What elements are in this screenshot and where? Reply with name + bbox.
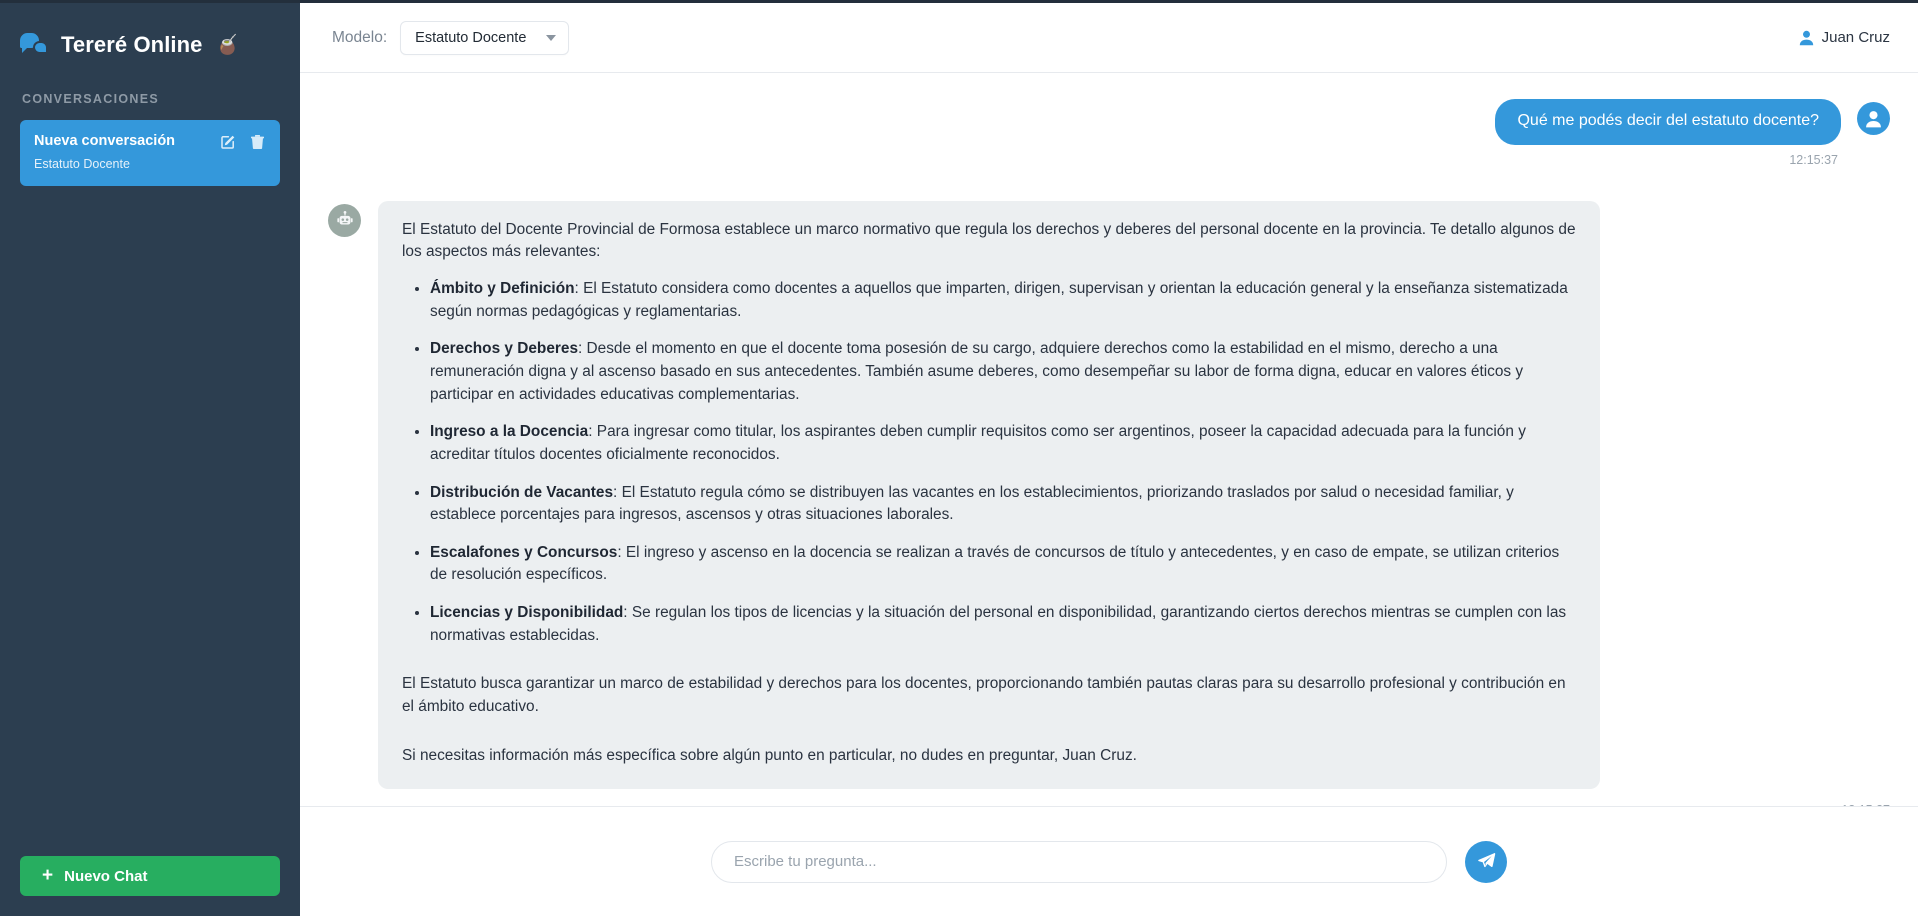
topbar: [300, 3, 1918, 73]
user-message-timestamp: 12:15:37: [1789, 152, 1838, 167]
send-plane-icon: [1477, 851, 1496, 873]
chevron-down-icon: [546, 35, 556, 41]
conversation-list: [0, 106, 300, 186]
send-button[interactable]: [1465, 841, 1507, 883]
bot-message-bubble: [378, 201, 1600, 790]
user-name: Juan Cruz: [1821, 29, 1890, 46]
bullet-text: : Se regulan los tipos de licencias y la situación del personal en disponibilidad, garantizando ciertos derechos mientras se cumplen con las normativas establecidas.: [430, 604, 1567, 644]
bullet-title: Ámbito y Definición: [430, 280, 575, 298]
app-title: Tereré Online: [61, 32, 203, 57]
user-icon: [1799, 30, 1814, 46]
brand-header: [0, 3, 300, 65]
bot-bullet-item: [430, 278, 1576, 323]
terere-mate-icon: 🧉: [215, 34, 240, 56]
bot-closing-paragraph-2: Si necesitas información más específica sobre algún punto en particular, no dudes en preguntar, Juan Cruz.: [402, 746, 1137, 764]
bot-bullet-item: [430, 602, 1576, 647]
user-message-bubble: Qué me podés decir del estatuto docente?: [1495, 99, 1841, 145]
bullet-title: Escalafones y Concursos: [430, 543, 618, 561]
new-chat-label: Nuevo Chat: [64, 867, 148, 885]
bot-bullet-item: [430, 338, 1576, 406]
bot-intro-paragraph: El Estatuto del Docente Provincial de Formosa establece un marco normativo que regula los derechos y deberes del personal docente en la provincia. Te detallo algunos de los aspectos más relevantes:: [402, 220, 1576, 261]
new-chat-wrapper: [0, 856, 300, 916]
main-panel: [300, 0, 1918, 916]
conversations-section-label: CONVERSACIONES: [22, 92, 159, 106]
bot-message-block: [328, 201, 1890, 838]
bullet-title: Derechos y Deberes: [430, 340, 578, 358]
chat-scroll-area[interactable]: [300, 73, 1918, 806]
user-message-row: [328, 99, 1890, 145]
composer: [300, 806, 1918, 916]
new-chat-button[interactable]: [20, 856, 280, 896]
bullet-text: : Desde el momento en que el docente toma posesión de su cargo, adquiere derechos como la estabilidad en el mismo, derecho a una remuneración digna y al ascenso basado en sus antecedentes. También asume deberes, como desempeñar su labor de forma digna, educar en valores éticos y participar en actividades educativas complementarias.: [430, 340, 1524, 403]
model-selected-value: Estatuto Docente: [415, 29, 527, 46]
edit-square-icon[interactable]: [220, 134, 236, 151]
message-input[interactable]: [711, 841, 1447, 883]
bullet-text: : El Estatuto regula cómo se distribuyen las vacantes en los establecimientos, priorizando traslados por salud o necesidad familiar, y establece porcentajes para ingresos, ascensos y otras situaciones laborales.: [430, 483, 1514, 524]
user-avatar-icon: [1857, 102, 1890, 135]
sidebar: [0, 0, 300, 916]
bot-message-row: [328, 201, 1890, 790]
conversation-title: Nueva conversación: [34, 133, 176, 149]
bot-bullet-item: [430, 482, 1576, 527]
bot-bullet-list: [402, 278, 1576, 647]
bot-bullet-item: [430, 542, 1576, 587]
user-message-block: [328, 99, 1890, 167]
bot-closing-paragraph-1: El Estatuto busca garantizar un marco de estabilidad y derechos para los docentes, proporcionando también pautas claras para su desarrollo profesional y contribución en el ámbito educativo.: [402, 675, 1566, 716]
conversation-subtitle: Estatuto Docente: [34, 157, 130, 171]
bullet-text: : Para ingresar como titular, los aspirantes deben cumplir requisitos como ser argentinos, poseer la capacidad adecuada para la función y acreditar títulos docentes oficialmente reconocidos.: [430, 423, 1526, 463]
model-select[interactable]: [400, 21, 569, 55]
trash-icon[interactable]: [250, 134, 266, 151]
user-menu[interactable]: [1799, 29, 1890, 46]
chat-bubbles-icon: [20, 33, 50, 57]
model-label: Modelo:: [332, 28, 388, 46]
conversation-actions: [220, 133, 266, 151]
bullet-text: : El ingreso y ascenso en la docencia se realizan a través de concursos de título y antecedentes, y en caso de empate, se utilizan criterios de resolución específicos.: [430, 543, 1560, 584]
bullet-text: : El Estatuto considera como docentes a aquellos que imparten, dirigen, supervisan y orientan la educación general y la enseñanza sistematizada según normas pedagógicas y reglamentarias.: [430, 280, 1568, 320]
plus-icon: +: [42, 864, 54, 886]
bullet-title: Ingreso a la Docencia: [430, 423, 589, 441]
bullet-title: Distribución de Vacantes: [430, 483, 614, 501]
bullet-title: Licencias y Disponibilidad: [430, 604, 624, 622]
conversation-item[interactable]: [20, 120, 280, 186]
bot-bullet-item: [430, 421, 1576, 466]
robot-icon: [328, 204, 361, 237]
